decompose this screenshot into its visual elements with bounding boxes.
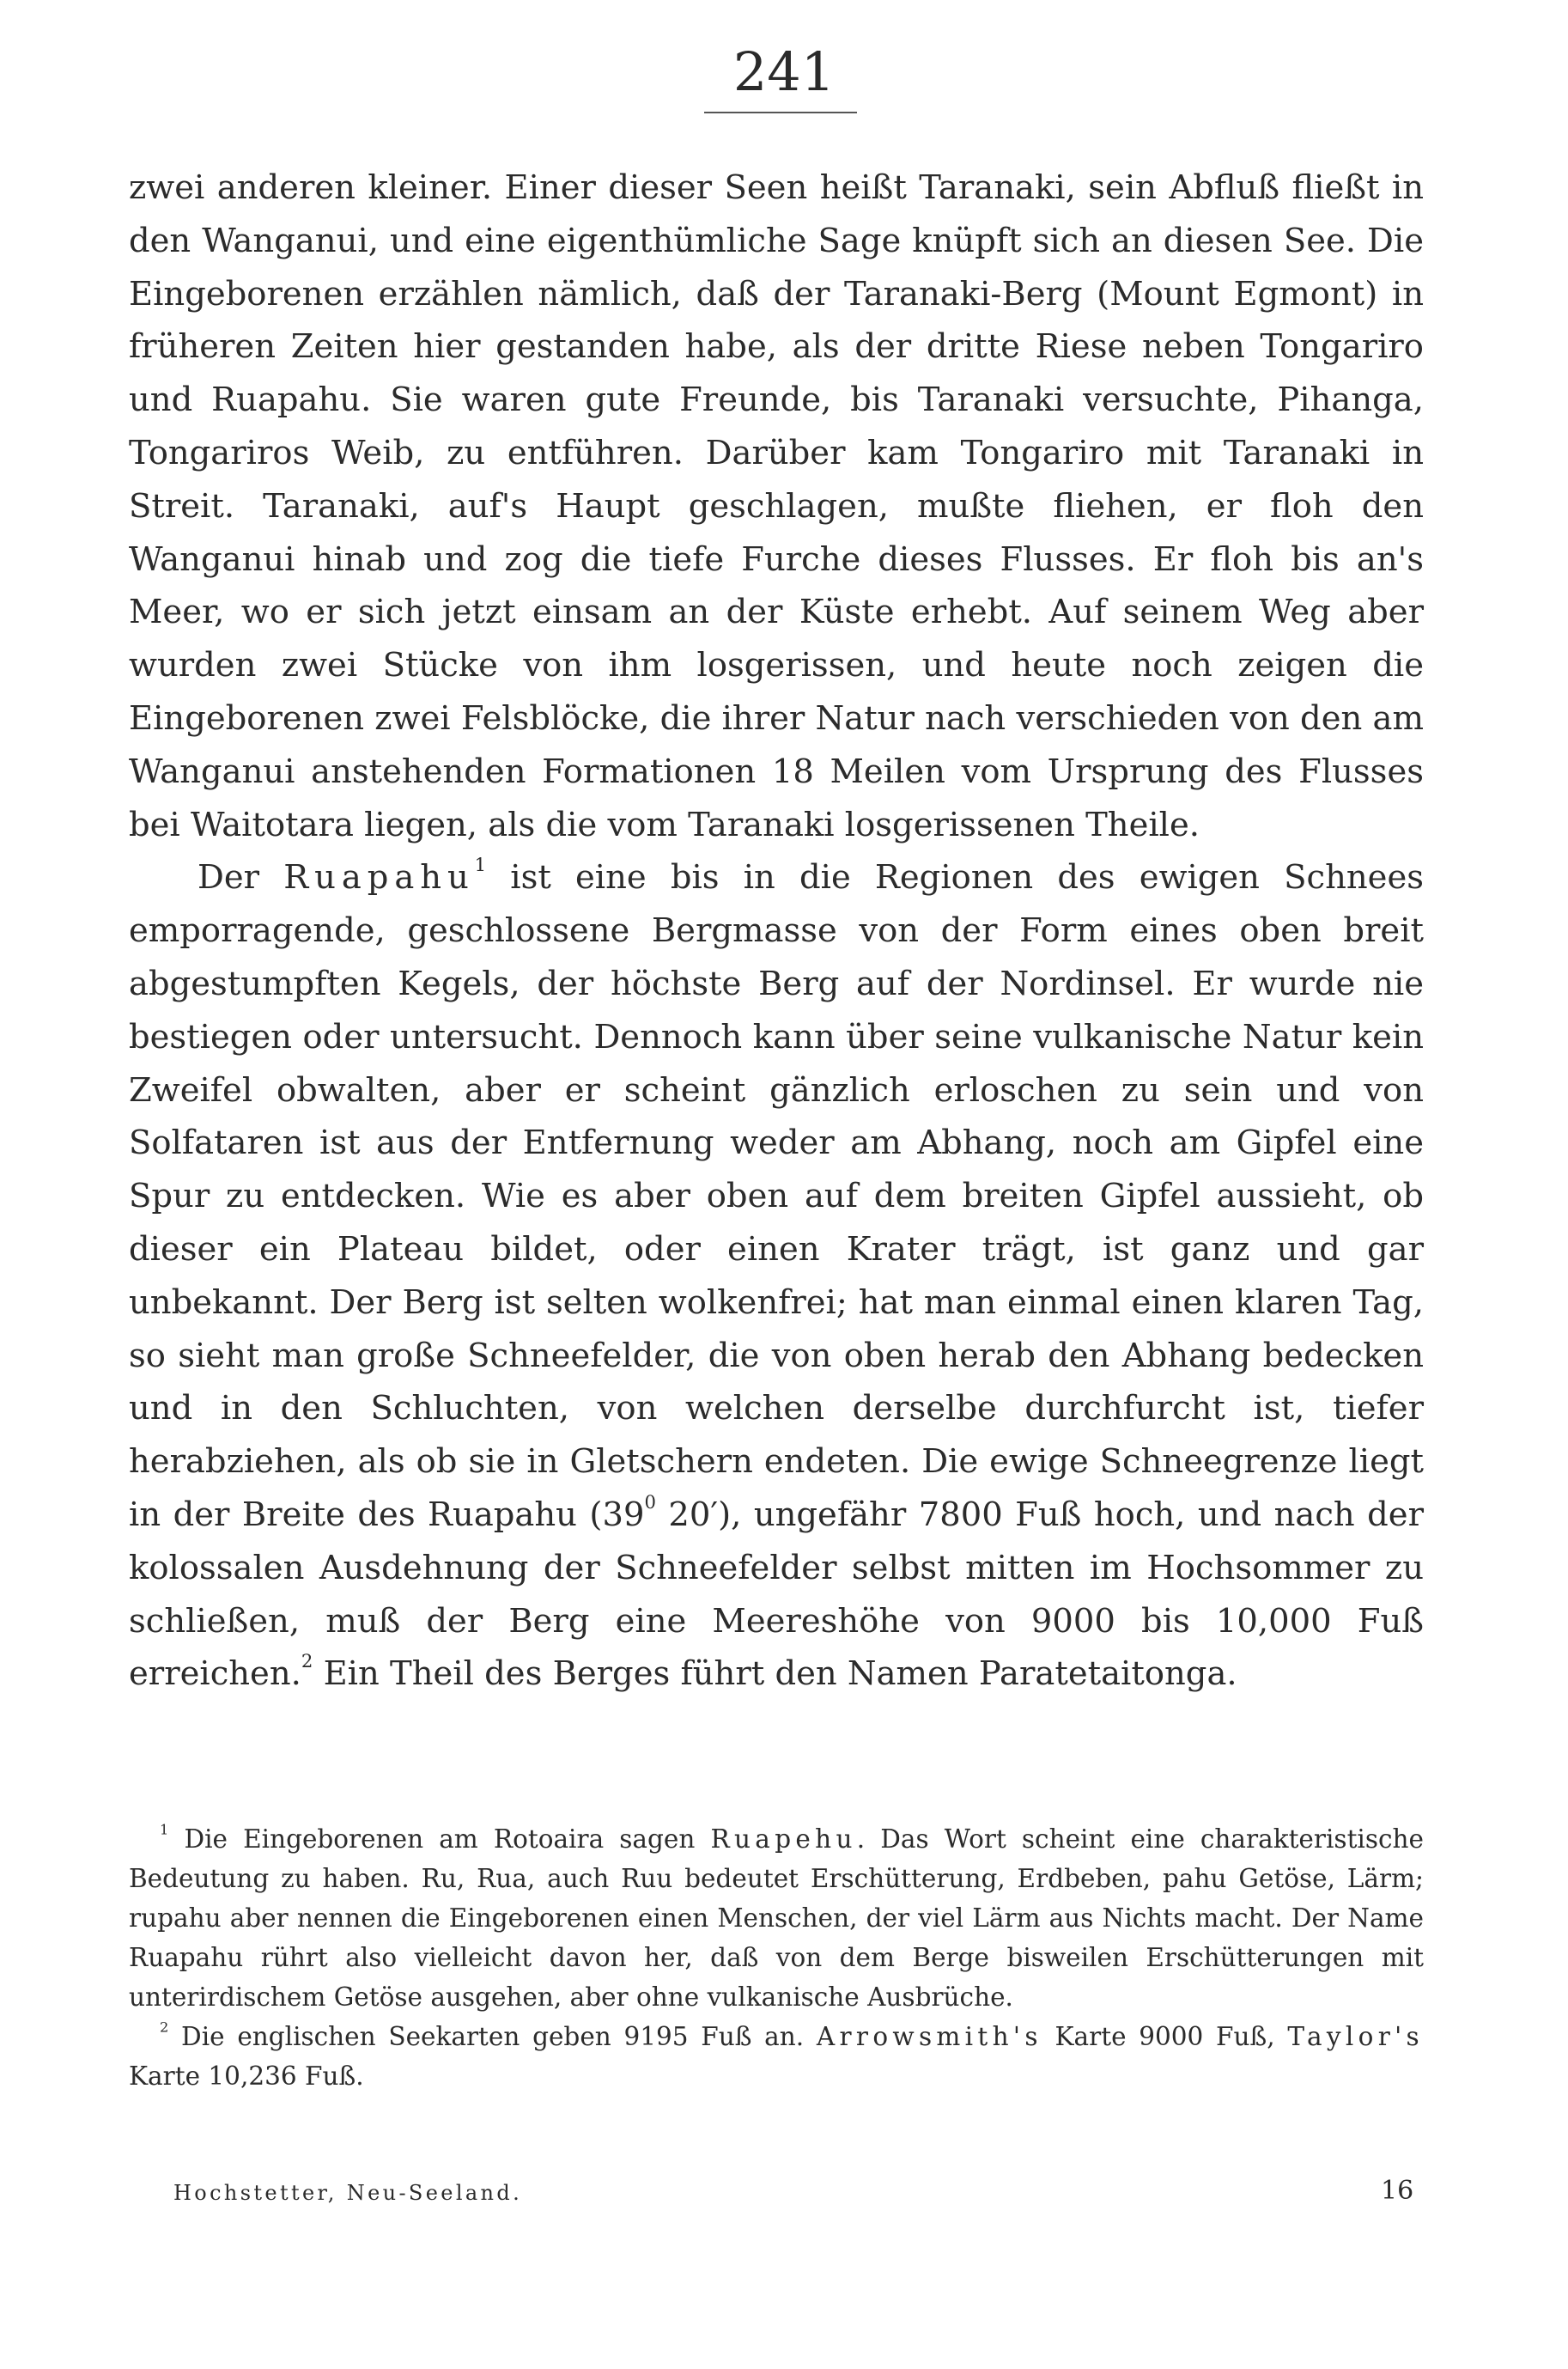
printer-signature: Hochstetter, Neu-Seeland. xyxy=(173,2181,523,2205)
paragraph-2-start: Der xyxy=(198,858,284,898)
sheet-signature-mark: 16 xyxy=(1381,2176,1414,2206)
paragraph-1: zwei anderen kleiner. Einer dieser Seen heißt Taranaki, sein Abfluß fließt in den Wanganui, und eine eigenthümliche Sage knüpft sich an diesen See. Die Eingeborenen erzählen nämlich, daß der Taranaki-Berg (Mount Egmont) in früheren Zeiten hier gestanden habe, als der dritte Riese neben Tongariro und Ruapahu. Sie waren gute Freunde, bis Taranaki versuchte, Pihanga, Tongariros Weib, zu entführen. Darüber kam Tongariro mit Taranaki in Streit. Taranaki, auf's Haupt geschlagen, mußte fliehen, er floh den Wanganui hinab und zog die tiefe Furche dieses Flusses. Er floh bis an's Meer, wo er sich jetzt einsam an der Küste erhebt. Auf seinem Weg aber wurden zwei Stücke von ihm losgerissen, und heute noch zeigen die Eingeborenen zwei Felsblöcke, die ihrer Natur nach verschieden von den am Wanganui anstehenden Formationen 18 Meilen vom Ursprung des Flusses bei Waitotara liegen, als die vom Taranaki losgerissenen Theile. xyxy=(129,168,1424,844)
footnotes xyxy=(129,1819,1424,2096)
footnote-1-text-b: . Das Wort scheint eine charakteristische Bedeutung zu haben. Ru, Rua, auch Ruu bedeutet Erschütterung, Erdbeben, pahu Getöse, Lärm; rupahu aber nennen die Eingeborenen einen Menschen, der viel Lärm aus Nichts macht. Der Name Ruapahu rührt also vielleicht davon her, daß von dem Berge bisweilen Erschütterungen mit unterirdischem Getöse ausgehen, aber ohne vulkanische Ausbrüche. xyxy=(129,1824,1424,2012)
footnote-2-spaced-a: Arrowsmith's xyxy=(816,2022,1042,2051)
footnote-1 xyxy=(129,1819,1424,2017)
paragraph-2-end: Ein Theil des Berges führt den Namen Paratetaitonga. xyxy=(313,1654,1237,1694)
degree-mark: 0 xyxy=(644,1490,656,1513)
footnote-2-mark: 2 xyxy=(160,2019,169,2036)
footnote-1-text-a: Die Eingeborenen am Rotoaira sagen xyxy=(168,1824,711,1854)
footnote-2-text-b: Karte 9000 Fuß, xyxy=(1042,2022,1288,2051)
header-rule xyxy=(704,112,857,113)
footnote-1-mark: 1 xyxy=(160,1821,169,1838)
paragraph-2 xyxy=(129,851,1424,1701)
footnote-ref-2: 2 xyxy=(301,1650,313,1672)
footnote-1-spaced-word: Ruapehu xyxy=(710,1824,857,1854)
ruapahu-name: Ruapahu xyxy=(283,858,475,898)
page-number: 241 xyxy=(732,40,836,103)
paragraph-2-middle: ist eine bis in die Regionen des ewigen Schnees emporragende, geschlossene Bergmasse von der Form eines oben breit abgestumpften Kegels, der höchste Berg auf der Nordinsel. Er wurde nie bestiegen oder untersucht. Dennoch kann über seine vulkanische Natur kein Zweifel obwalten, aber er scheint gänzlich erloschen zu sein und von Solfataren ist aus der Entfernung weder am Abhang, noch am Gipfel eine Spur zu entdecken. Wie es aber oben auf dem breiten Gipfel aussieht, ob dieser ein Plateau bildet, oder einen Krater trägt, ist ganz und gar unbekannt. Der Berg ist selten wolkenfrei; hat man einmal einen klaren Tag, so sieht man große Schneefelder, die von oben herab den Abhang bedecken und in den Schluchten, von welchen derselbe durchfurcht ist, tiefer herabziehen, als ob sie in Gletschern endeten. Die ewige Schneegrenze liegt in der Breite des Ruapahu (39 xyxy=(129,858,1424,1534)
footnote-2-spaced-b: Taylor's xyxy=(1287,2022,1424,2051)
main-text xyxy=(129,161,1424,1701)
footnote-2-text-c: Karte 10,236 Fuß. xyxy=(129,2061,364,2091)
footnote-ref-1: 1 xyxy=(474,854,487,876)
paragraph-2-after-degree: 20′), ungefähr 7800 Fuß hoch, und nach der kolossalen Ausdehnung der Schneefelder selbst mitten im Hochsommer zu schließen, muß der Berg eine Meereshöhe von 9000 bis 10,000 Fuß erreichen. xyxy=(129,1495,1424,1694)
footnote-2-text-a: Die englischen Seekarten geben 9195 Fuß an. xyxy=(168,2022,817,2051)
footnote-2 xyxy=(129,2017,1424,2096)
